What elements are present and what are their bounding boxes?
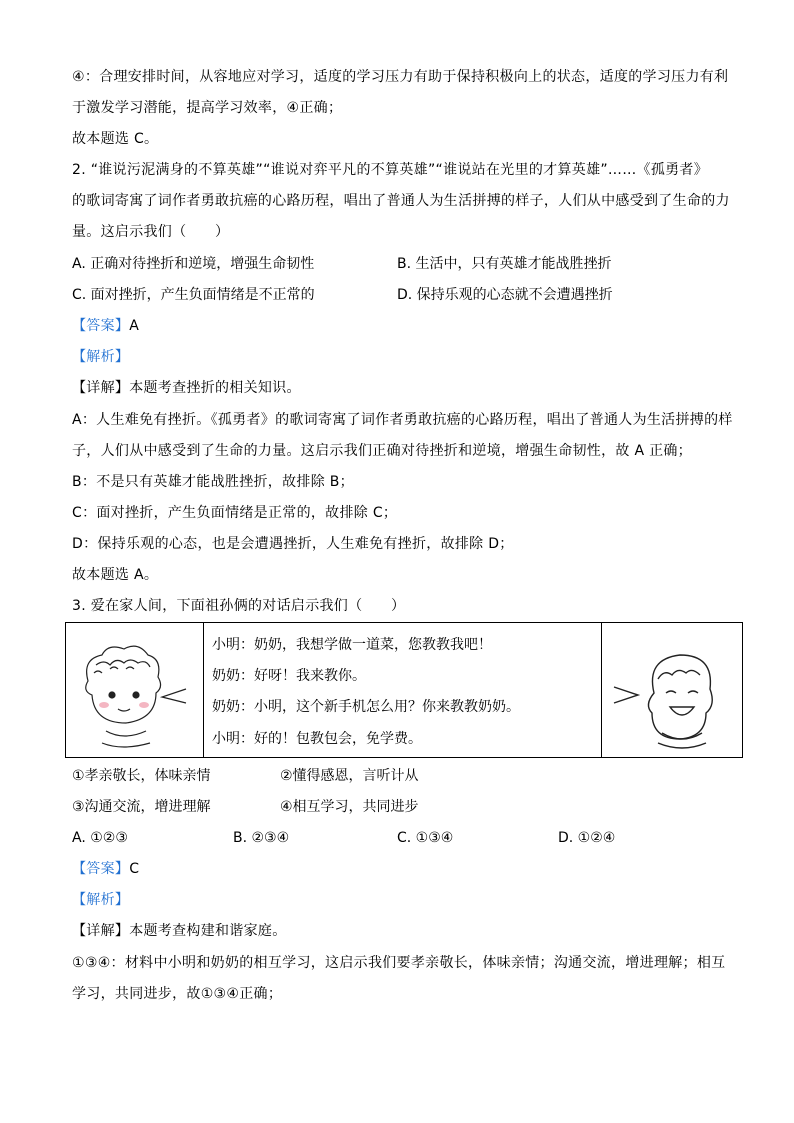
- detail-line: [72, 923, 287, 939]
- text-line: 于激发学习潜能，提高学习效率，④正确；: [72, 100, 343, 116]
- text-line: C：面对挫折，产生负面情绪是正常的，故排除 C；: [72, 505, 398, 521]
- answer-line: [72, 318, 139, 334]
- text-line: 子，人们从中感受到了生命的力量。这启示我们正确对待挫折和逆境，增强生命韧性，故 A 正确；: [72, 443, 692, 459]
- question-2-stem: 2. “谁说污泥满身的不算英雄”“谁说对弈平凡的不算英雄”“谁说站在光里的才算英雄”……《孤勇者》: [72, 162, 709, 178]
- boy-image-cell: [66, 623, 204, 757]
- dialogue-line: 奶奶：小明，这个新手机怎么用？你来教教奶奶。: [212, 699, 520, 715]
- dialogue-line: 小明：奶奶，我想学做一道菜，您教教我吧！: [212, 637, 492, 653]
- detail-text: 本题考查挫折的相关知识。: [129, 380, 301, 396]
- option-a: A. 正确对待挫折和逆境，增强生命韧性: [72, 256, 315, 272]
- text-line: 学习，共同进步，故①③④正确；: [72, 986, 283, 1002]
- option-b: B. 生活中，只有英雄才能战胜挫折: [397, 256, 612, 272]
- answer-line: [72, 861, 139, 877]
- detail-tag: 【详解】: [72, 380, 130, 396]
- option-d: D. ①②④: [558, 830, 616, 846]
- answer-tag: 【答案】: [72, 861, 130, 877]
- text-line: 故本题选 C。: [72, 131, 159, 147]
- text-line: B：不是只有英雄才能战胜挫折，故排除 B；: [72, 474, 354, 490]
- grandma-image-cell: [601, 623, 743, 757]
- text-line: 故本题选 A。: [72, 567, 159, 583]
- option-a: A. ①②③: [72, 830, 128, 846]
- text-line: D：保持乐观的心态，也是会遭遇挫折，人生难免有挫折，故排除 D；: [72, 536, 514, 552]
- statement-4: ④相互学习，共同进步: [280, 799, 419, 815]
- option-c: C. 面对挫折，产生负面情绪是不正常的: [72, 287, 315, 303]
- dialogue-table: [65, 622, 743, 758]
- analysis-tag: 【解析】: [72, 349, 130, 365]
- statement-2: ②懂得感恩，言听计从: [280, 768, 419, 784]
- option-b: B. ②③④: [233, 830, 290, 846]
- question-2-stem: 的歌词寄寓了词作者勇敢抗癌的心路历程，唱出了普通人为生活拼搏的样子，人们从中感受到了生命的力: [72, 193, 730, 209]
- option-c: C. ①③④: [397, 830, 454, 846]
- text-line: A：人生难免有挫折。《孤勇者》的歌词寄寓了词作者勇敢抗癌的心路历程，唱出了普通人为生活拼搏的样: [72, 412, 733, 428]
- boy-illustration: [66, 623, 203, 757]
- text-line: ①③④：材料中小明和奶奶的相互学习，这启示我们要孝亲敬长，体味亲情；沟通交流，增进理解；相互: [72, 955, 726, 971]
- statement-3: ③沟通交流，增进理解: [72, 799, 211, 815]
- question-2-stem: 量。这启示我们（ ）: [72, 224, 230, 240]
- option-d: D. 保持乐观的心态就不会遭遇挫折: [397, 287, 613, 303]
- answer-value: A: [129, 318, 140, 334]
- detail-line: [72, 380, 301, 396]
- dialogue-line: 奶奶：好呀！我来教你。: [212, 668, 366, 684]
- question-3-stem: 3. 爱在家人间，下面祖孙俩的对话启示我们（ ）: [72, 598, 406, 614]
- answer-value: C: [129, 861, 140, 877]
- detail-tag: 【详解】: [72, 923, 130, 939]
- text-line: ④：合理安排时间，从容地应对学习，适度的学习压力有助于保持积极向上的状态，适度的学习压力有利: [72, 69, 729, 85]
- statement-1: ①孝亲敬长，体味亲情: [72, 768, 211, 784]
- analysis-tag: 【解析】: [72, 892, 130, 908]
- dialogue-line: 小明：好的！包教包会，免学费。: [212, 731, 422, 747]
- detail-text: 本题考查构建和谐家庭。: [129, 923, 287, 939]
- grandma-illustration: [602, 623, 743, 757]
- answer-tag: 【答案】: [72, 318, 130, 334]
